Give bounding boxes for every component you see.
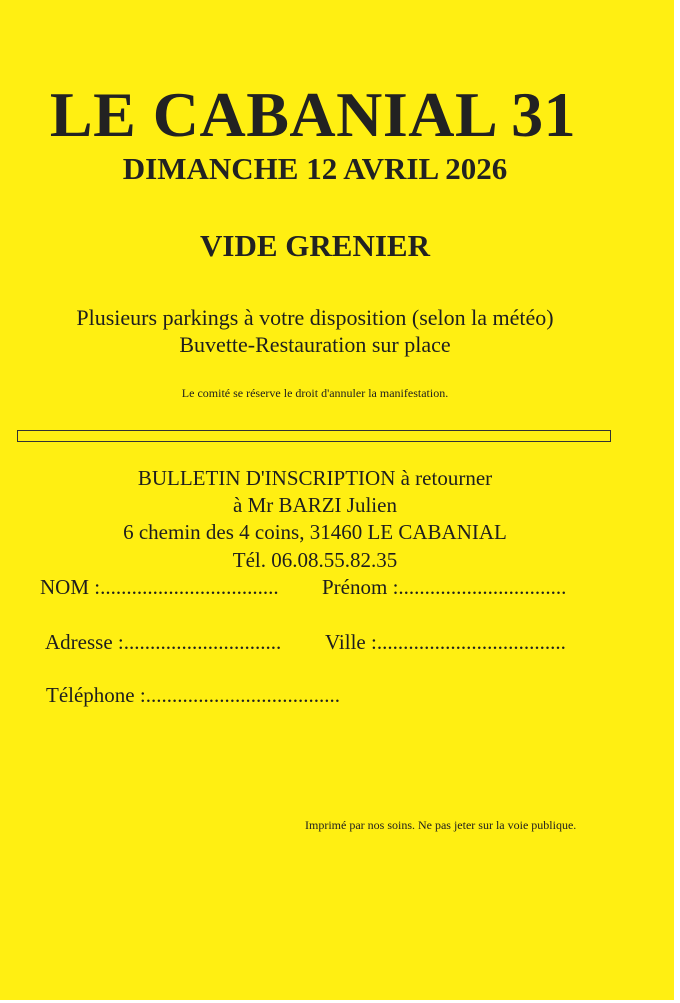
form-field-adresse: Adresse :.............................. [45,630,282,654]
form-field-ville: Ville :.................................... [325,630,566,654]
section-divider [17,430,611,442]
registration-heading: BULLETIN D'INSCRIPTION à retourner [137,466,493,490]
form-field-nom: NOM :.................................. [40,575,279,599]
registration-phone: Tél. 06.08.55.82.35 [232,548,398,572]
cancellation-disclaimer: Le comité se réserve le droit d'annuler la manifestation. [181,386,449,400]
event-title: LE CABANIAL 31 [49,79,577,150]
refreshment-info: Buvette-Restauration sur place [179,332,451,357]
parking-info: Plusieurs parkings à votre disposition (selon la météo) [76,305,554,330]
registration-recipient: à Mr BARZI Julien [233,493,397,517]
form-field-prenom: Prénom :................................ [322,575,567,599]
event-date: DIMANCHE 12 AVRIL 2026 [122,151,508,186]
print-notice: Imprimé par nos soins. Ne pas jeter sur la voie publique. [305,818,577,832]
registration-address: 6 chemin des 4 coins, 31460 LE CABANIAL [123,520,507,544]
form-field-telephone: Téléphone :..................................... [46,683,340,707]
event-type: VIDE GRENIER [200,228,430,263]
